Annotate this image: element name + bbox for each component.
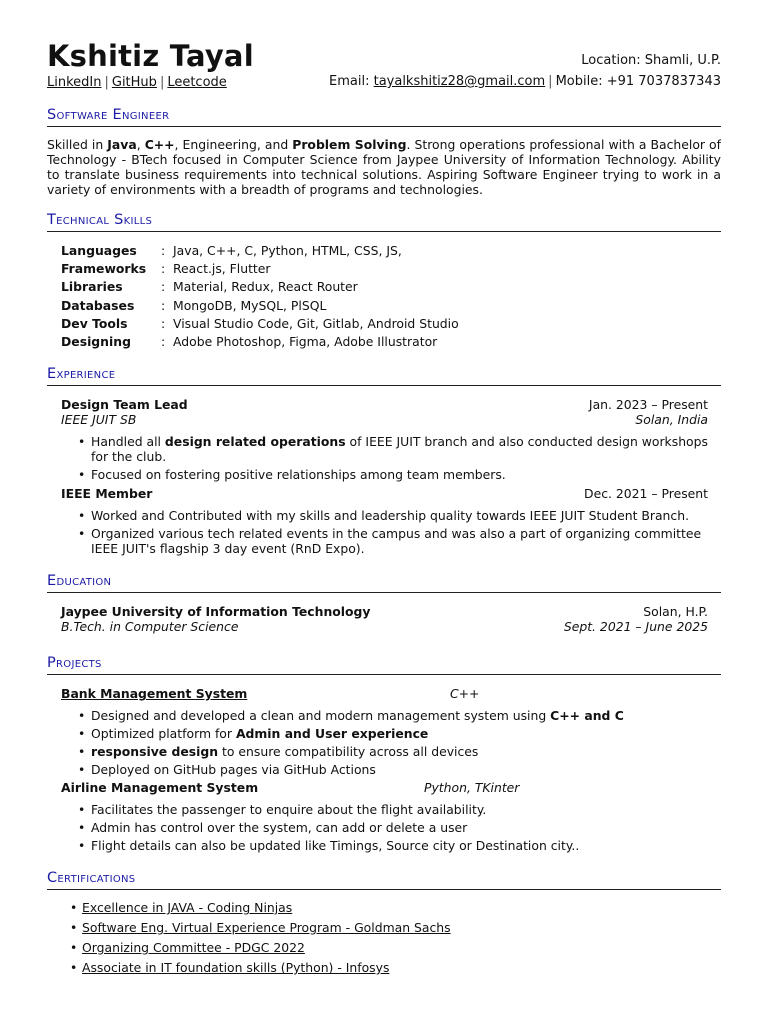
text-run: Flight details can also be updated like Timings, Source city or Destination city.. [91,838,580,854]
email-mobile-line [329,71,721,92]
degree-text: B.Tech. in Computer Science [61,619,239,635]
project-tech: C++ [450,686,480,702]
text-run: Designed and developed a clean and modern management system using [91,708,551,724]
link-separator: | [159,75,165,90]
experience-dates: Dec. 2021 – Present [584,486,708,502]
list-item [91,708,708,723]
experience-place: Solan, India [635,412,708,428]
certification-link[interactable]: Organizing Committee - PDGC 2022 [82,940,305,956]
experience-entry [47,397,721,482]
skill-colon: : [161,279,166,295]
skill-category: Languages [61,243,137,258]
skill-row [61,260,721,278]
experience-bullets [61,508,708,556]
skill-colon: : [161,261,166,277]
list-item [91,508,708,523]
education-entry [47,604,721,634]
certifications-section [47,869,721,975]
project-head [61,780,708,795]
list-item [91,467,708,482]
experience-subhead [61,412,708,427]
bold-text: Java [107,137,137,152]
project-entry [47,686,721,777]
text-run: Facilitates the passenger to enquire about the flight availability. [91,802,487,818]
summary-text [47,137,721,197]
section-title-experience: Experience [47,365,721,386]
text-run: , Engineering, and [174,137,293,152]
skill-colon: : [161,297,166,313]
skill-values: Visual Studio Code, Git, Gitlab, Android Studio [173,315,459,331]
section-title-projects: Projects [47,654,721,675]
skill-colon: : [161,334,166,350]
header-left [47,38,254,92]
github-link[interactable]: GitHub [111,75,157,90]
skill-values: Java, C++, C, Python, HTML, CSS, JS, [173,243,402,258]
experience-bullets [61,434,708,482]
text-run: Deployed on GitHub pages via GitHub Actions [91,762,376,778]
certification-link[interactable]: Software Eng. Virtual Experience Program - Goldman Sachs [82,920,451,936]
text-run: Skilled in [47,137,108,152]
skills-section [47,211,721,351]
list-item [91,820,708,835]
skill-row [61,278,721,296]
link-separator: | [104,75,109,90]
project-bullets [61,802,708,853]
list-item [91,526,708,556]
list-item [91,762,708,777]
text-run: , [136,137,145,152]
education-line-2 [61,619,708,634]
project-tech: Python, TKinter [424,780,520,796]
bold-text: responsive design [91,744,219,760]
skill-colon: : [161,243,166,258]
text-run: Focused on fostering positive relationships among team members. [91,467,506,483]
contact-info [329,50,721,92]
project-name[interactable]: Bank Management System [61,686,248,702]
certification-item [82,960,721,975]
mobile-text: Mobile: +91 7037837343 [555,74,721,89]
leetcode-link[interactable]: Leetcode [167,75,227,90]
skill-category: Designing [61,334,131,350]
certification-item [82,900,721,915]
skill-row [61,297,721,315]
linkedin-link[interactable]: LinkedIn [47,75,102,90]
text-run: Optimized platform for [91,726,236,742]
text-run: Handled all [91,434,165,450]
skills-list [47,242,721,351]
skill-category: Libraries [61,279,123,295]
text-run: to ensure compatibility across all devices [218,744,479,760]
skill-row [61,315,721,333]
skill-values: Adobe Photoshop, Figma, Adobe Illustrator [173,334,438,350]
certifications-list [47,900,721,975]
text-run: . Strong operations professional with a Bachelor of Technology - BTech focused in Computer Science from Jaypee University of Information Technology. Ability to translate business requirements into technical solutions. Aspiring Software Engineer trying to work in a variety of environments with a breadth of programs and technologies. [47,137,721,197]
text-run: Worked and Contributed with my skills and leadership quality towards IEEE JUIT Student Branch. [91,508,690,524]
experience-head [61,486,708,501]
resume-header [47,38,721,92]
section-title-summary: Software Engineer [47,106,721,127]
list-item [91,434,708,464]
section-title-education: Education [47,572,721,593]
skill-category: Databases [61,297,135,313]
education-dates: Sept. 2021 – June 2025 [563,619,708,635]
education-line-1 [61,604,708,619]
text-run: Admin has control over the system, can add or delete a user [91,820,468,836]
bold-text: design related operations [164,434,346,450]
projects-list [47,686,721,853]
certification-item [82,920,721,935]
section-title-skills: Technical Skills [47,211,721,232]
project-name: Airline Management System [61,780,259,796]
list-item [91,802,708,817]
experience-head [61,397,708,412]
certification-link[interactable]: Associate in IT foundation skills (Python) - Infosys [82,960,390,976]
skill-values: React.js, Flutter [173,261,271,277]
experience-role: Design Team Lead [61,397,188,413]
skill-values: Material, Redux, React Router [173,279,358,295]
experience-list [47,397,721,556]
text-run: Organized various tech related events in the campus and was also a part of organizing committee IEEE JUIT's flagship 3 day event (RnD Expo). [91,526,702,557]
contact-separator: | [548,74,553,89]
project-bullets [61,708,708,777]
email-link[interactable]: tayalkshitiz28@gmail.com [373,74,546,89]
text-run: of IEEE JUIT branch and also conducted design workshops for the club. [91,434,708,465]
profile-links [47,74,254,92]
education-section [47,572,721,634]
section-title-certifications: Certifications [47,869,721,890]
skill-category: Dev Tools [61,315,128,331]
projects-section [47,654,721,853]
certification-link[interactable]: Excellence in JAVA - Coding Ninjas [82,900,293,916]
bold-text: Admin and User experience [235,726,429,742]
candidate-name: Kshitiz Tayal [47,39,254,73]
list-item [91,838,708,853]
skill-colon: : [161,315,166,331]
summary-section [47,106,721,197]
location-text: Location: Shamli, U.P. [581,53,721,68]
school-place: Solan, H.P. [643,604,708,620]
project-entry [47,780,721,853]
skill-values: MongoDB, MySQL, PlSQL [173,297,327,313]
list-item [91,744,708,759]
list-item [91,726,708,741]
experience-org: IEEE JUIT SB [61,412,137,428]
bold-text: Problem Solving [292,137,407,152]
experience-dates: Jan. 2023 – Present [588,397,708,413]
school-name: Jaypee University of Information Technology [61,604,371,620]
experience-entry [47,486,721,556]
bold-text: C++ [144,137,175,152]
experience-section [47,365,721,556]
bold-text: C++ and C [550,708,624,724]
skill-row [61,333,721,351]
skill-row [61,242,721,260]
experience-role: IEEE Member [61,486,153,502]
certification-item [82,940,721,955]
skill-category: Frameworks [61,261,147,277]
email-label: Email: [329,74,374,89]
project-head [61,686,708,701]
